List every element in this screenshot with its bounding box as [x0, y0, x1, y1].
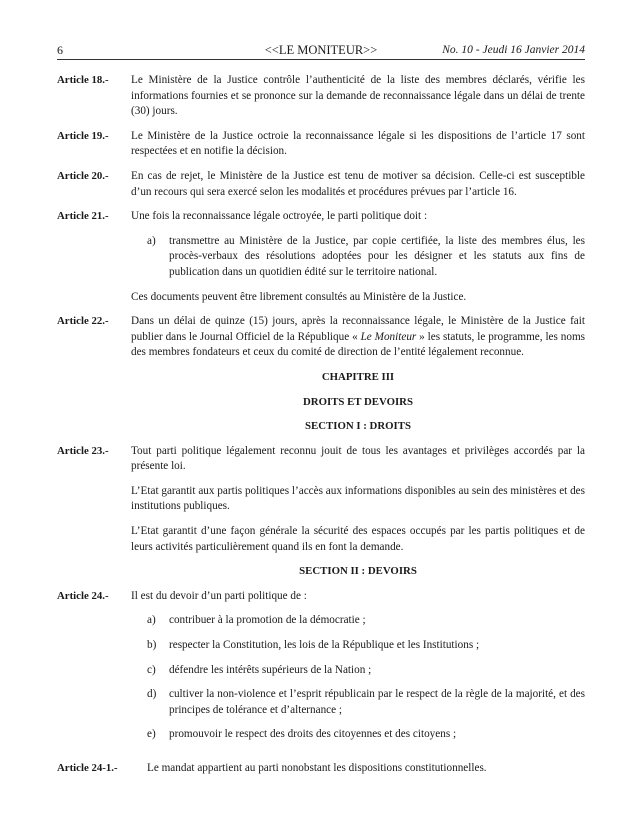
article-24-1: [57, 761, 585, 777]
page-header: [57, 43, 585, 60]
article-text: L’Etat garantit aux partis politiques l’accès aux informations disponibles au sein des ministères et des institutions publiques.: [131, 484, 585, 513]
journal-title: <<LE MONITEUR>>: [264, 43, 378, 57]
header-rule: [57, 59, 585, 60]
article-21: [57, 209, 585, 305]
chapter-title: CHAPITRE III: [321, 370, 395, 383]
item-text: cultiver la non-violence et l’esprit républicain par le respect de la règle de la majorité, et des principes de tolérance et d’alternance ;: [169, 688, 585, 716]
article-18: [57, 73, 585, 120]
section-title: SECTION II : DEVOIRS: [299, 565, 417, 578]
article-label: Article 23.-: [57, 444, 109, 457]
article-text: L’Etat garantit d’une façon générale la sécurité des espaces occupés par les partis politiques et de leurs activités particulièrement quand ils en font la demande.: [131, 525, 585, 553]
item-text: contribuer à la promotion de la démocratie ;: [169, 614, 366, 627]
item-text: transmettre au Ministère de la Justice, par copie certifiée, la liste des membres élus, les procès-verbaux des résolutions adoptées pour les désigner et les statuts aux fins de publication dans un quotidien édité sur le territoire national.: [169, 234, 585, 278]
item-text: défendre les intérêts supérieurs de la Nation ;: [169, 663, 372, 676]
article-22: [57, 314, 585, 361]
article-label: Article 18.-: [57, 74, 109, 86]
item-marker: a): [147, 234, 156, 247]
article-label: Article 24.-: [57, 589, 109, 602]
list-item: [147, 727, 585, 743]
list-item: [147, 663, 585, 679]
article-text: Le Ministère de la Justice octroie la reconnaissance légale si les dispositions de l’article 17 sont respectées et en notifie la décision.: [131, 129, 585, 158]
item-marker: a): [147, 614, 156, 627]
article-text: Tout parti politique légalement reconnu jouit de tous les avantages et privilèges accordés par la présente loi.: [131, 444, 585, 473]
article-label: Article 24-1.-: [57, 762, 118, 774]
item-marker: c): [147, 663, 156, 676]
article-text: Ces documents peuvent être librement consultés au Ministère de la Justice.: [131, 290, 467, 303]
list-item: [147, 687, 585, 718]
item-marker: b): [147, 639, 157, 652]
article-label: Article 19.-: [57, 129, 109, 142]
list-item: [147, 638, 585, 654]
chapter-subtitle: DROITS ET DEVOIRS: [303, 395, 413, 408]
article-text: Le mandat appartient au parti nonobstant les dispositions constitutionnelles.: [147, 762, 487, 774]
article-20: [57, 169, 585, 200]
list-item: [147, 234, 585, 281]
document-body: [57, 73, 585, 786]
article-24: [57, 589, 585, 752]
issue-info: No. 10 - Jeudi 16 Janvier 2014: [442, 44, 585, 56]
article-label: Article 22.-: [57, 315, 109, 328]
page-number: 6: [57, 43, 63, 57]
article-19: [57, 129, 585, 160]
article-intro: Une fois la reconnaissance légale octroyée, le parti politique doit :: [131, 210, 428, 223]
article-text: Le Ministère de la Justice contrôle l’authenticité de la liste des membres déclarés, vérifie les informations fournies et se prononce sur la demande de reconnaissance légale dans un délai de trente (30) jours.: [131, 74, 585, 118]
article-text: Dans un délai de quinze (15) jours, après la reconnaissance légale, le Ministère de la Justice fait publier dans le Journal Officiel de la République « Le Moniteur » les statuts, le programme, les noms des membres fondateurs et ceux du comité de direction de l’entité légalement reconnue.: [131, 315, 585, 359]
item-text: promouvoir le respect des droits des citoyennes et des citoyens ;: [169, 728, 457, 741]
article-23: [57, 444, 585, 556]
journal-name: Le Moniteur: [360, 330, 417, 343]
article-label: Article 21.-: [57, 210, 109, 223]
section-title: SECTION I : DROITS: [305, 420, 411, 433]
article-text: En cas de rejet, le Ministère de la Justice est tenu de motiver sa décision. Celle-ci est susceptible d’un recours qui sera exercé selon les modalités et procédures prévues par l’article 16.: [131, 169, 585, 198]
article-intro: Il est du devoir d’un parti politique de :: [131, 589, 307, 602]
article-label: Article 20.-: [57, 169, 109, 182]
item-text: respecter la Constitution, les lois de la République et les Institutions ;: [169, 639, 480, 652]
item-marker: e): [147, 728, 156, 741]
list-item: [147, 613, 585, 629]
item-marker: d): [147, 688, 157, 701]
